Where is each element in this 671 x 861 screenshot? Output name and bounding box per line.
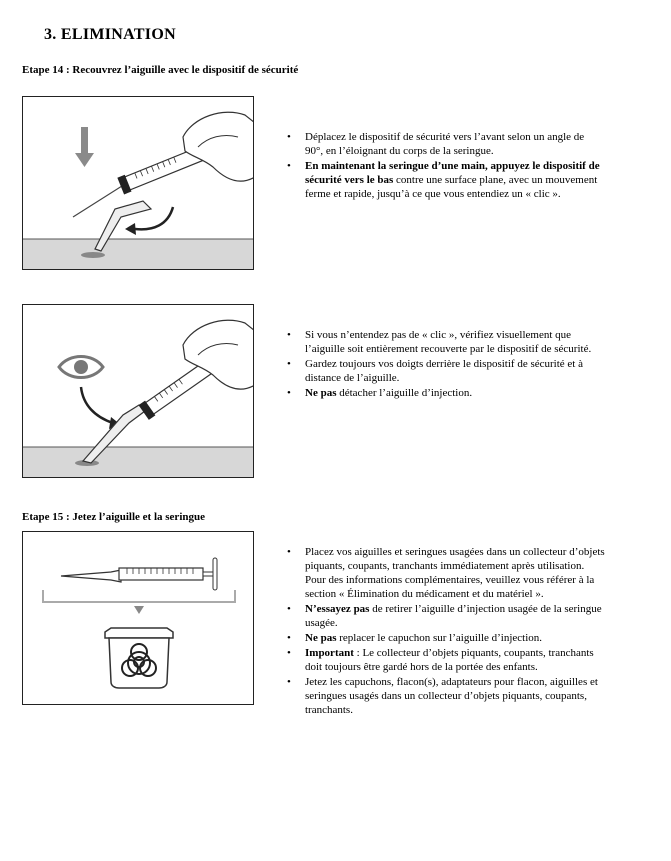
figure-disposal [22,531,254,705]
list-item: • Important : Le collecteur d’objets piquants, coupants, tranchants doit toujours être gardé hors de la portée des enfants. [285,646,605,674]
curved-arrow-icon [81,387,113,423]
contact-shadow [81,252,105,258]
list-item: • En maintenant la seringue d’une main, appuyez le dispositif de sécurité vers le bas contre une surface plane, avec un mouvement ferme et rapide, jusqu’à ce que vous entendiez un « clic ». [285,159,605,201]
list-item: • Ne pas détacher l’aiguille d’injection. [285,386,605,400]
syringe-icon [61,558,217,590]
step-15-instructions [285,545,605,718]
down-arrow-icon [75,127,94,167]
step-14-title: Etape 14 : Recouvrez l’aiguille avec le dispositif de sécurité [22,64,299,76]
list-item: • Déplacez le dispositif de sécurité vers l’avant selon un angle de 90°, en l’éloignant du corps de la seringue. [285,130,605,158]
step-15-title: Etape 15 : Jetez l’aiguille et la seringue [22,511,205,523]
list-item: • Gardez toujours vos doigts derrière le dispositif de sécurité et à distance de l’aiguille. [285,357,605,385]
figure-needle-check [22,304,254,478]
figure-needle-safety-press [22,96,254,270]
list-item: • N’essayez pas de retirer l’aiguille d’injection usagée de la seringue usagée. [285,602,605,630]
bracket-line [43,590,235,602]
list-item: • Ne pas replacer le capuchon sur l’aiguille d’injection. [285,631,605,645]
step-14-instructions-2 [285,328,605,401]
list-item: • Si vous n’entendez pas de « clic », vérifiez visuellement que l’aiguille soit entièrement recouverte par le dispositif de sécurité. [285,328,605,356]
down-arrow-icon [134,606,144,614]
surface-shading [23,447,254,478]
list-item: • Placez vos aiguilles et seringues usagées dans un collecteur d’objets piquants, coupants, tranchants immédiatement après utilisation. Pour des informations complémentaires, veuillez vous référer à la section « Élimination du médicament et du matériel ». [285,545,605,601]
step-14-instructions-1 [285,130,605,202]
hand-outline [183,112,254,181]
list-item: • Jetez les capuchons, flacon(s), adaptateurs pour flacon, aiguilles et seringues usagés dans un collecteur d’objets piquants, coupants, tranchants. [285,675,605,717]
surface-shading [23,239,254,270]
eye-icon [59,357,103,378]
section-title: 3. ELIMINATION [44,26,176,43]
